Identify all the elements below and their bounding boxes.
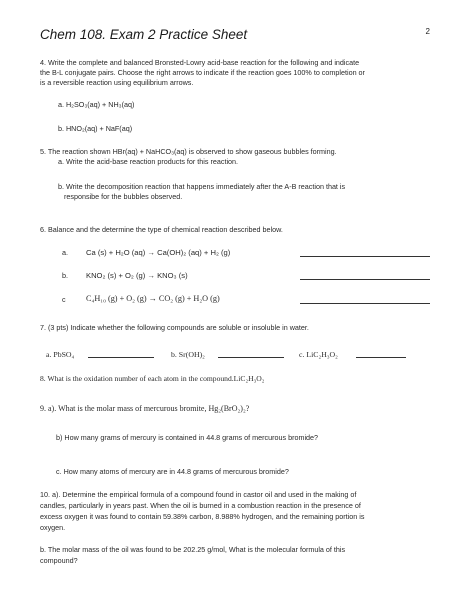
q4-part-a: a. H₂SO₃(aq) + NH₃(aq) — [58, 100, 135, 109]
q6-b-equation: KNO₂ (s) + O₂ (g) → KNO₃ (s) — [86, 271, 188, 280]
q7-a-answer-line[interactable] — [88, 357, 154, 358]
q5-part-a: a. Write the acid-base reaction products for this reaction. — [58, 157, 239, 166]
q4-prompt-line1: 4. Write the complete and balanced Bronsted-Lowry acid-base reaction for the following and indicate — [40, 58, 360, 67]
q6-a-answer-line[interactable] — [300, 256, 430, 257]
q6-c-label: c — [62, 295, 66, 304]
q6-c-answer-line[interactable] — [300, 303, 430, 304]
q7-prompt: 7. (3 pts) Indicate whether the following compounds are soluble or insoluble in water. — [40, 323, 309, 332]
q6-c-equation: C₄H₁₀ (g) + O₂ (g) → CO₂ (g) + H₂O (g) — [86, 294, 220, 303]
q6-b-answer-line[interactable] — [300, 279, 430, 280]
q6-a-label: a. — [62, 248, 68, 257]
q10-part-a-line1: 10. a). Determine the empirical formula of a compound found in castor oil and used in the making of — [40, 490, 357, 499]
q8-prompt: 8. What is the oxidation number of each atom in the compound.LiC₂H₃O₂ — [40, 374, 265, 383]
q7-part-c: c. LiC₂H₃O₂ — [299, 350, 338, 359]
q10-part-b-line2: compound? — [40, 556, 78, 565]
q7-c-answer-line[interactable] — [356, 357, 406, 358]
q10-part-a-line3: excess oxygen it was found to contain 59.38% carbon, 8.988% hydrogen, and the remaining portion is — [40, 512, 365, 521]
page-number: 2 — [425, 27, 430, 36]
page-title: Chem 108. Exam 2 Practice Sheet — [40, 27, 248, 42]
q10-part-b-line1: b. The molar mass of the oil was found to be 202.25 g/mol, What is the molecular formula of this — [40, 545, 346, 554]
q9-part-a: 9. a). What is the molar mass of mercurous bromite, Hg₂(BrO₂)₂? — [40, 404, 250, 413]
q6-a-equation: Ca (s) + H₂O (aq) → Ca(OH)₂ (aq) + H₂ (g) — [86, 248, 231, 257]
q10-part-a-line4: oxygen. — [40, 523, 66, 532]
q4-prompt-line3: is a reversible reaction using equilibrium arrows. — [40, 78, 194, 87]
q6-prompt: 6. Balance and the determine the type of chemical reaction described below. — [40, 225, 283, 234]
q10-part-a-line2: candles, particularly in years past. When the oil is burned in a combustion reaction in the presence of — [40, 501, 361, 510]
q5-prompt: 5. The reaction shown HBr(aq) + NaHCO₃(aq) is observed to show gaseous bubbles forming. — [40, 147, 337, 156]
q7-b-answer-line[interactable] — [218, 357, 284, 358]
q9-part-c: c. How many atoms of mercury are in 44.8 grams of mercurous bromide? — [56, 467, 289, 476]
q4-part-b: b. HNO₂(aq) + NaF(aq) — [58, 124, 133, 133]
q4-prompt-line2: the B-L conjugate pairs. Choose the right arrows to indicate if the reaction goes 100% to completion or — [40, 68, 365, 77]
q5-part-b-line1: b. Write the decomposition reaction that happens immediately after the A-B reaction that is — [58, 182, 346, 191]
q5-part-b-line2: responsibe for the bubbles observed. — [64, 192, 183, 201]
q7-part-a: a. PbSO₄ — [46, 350, 75, 359]
q6-b-label: b. — [62, 271, 68, 280]
q7-part-b: b. Sr(OH)₂ — [171, 350, 205, 359]
q9-part-b: b) How many grams of mercury is contained in 44.8 grams of mercurous bromide? — [56, 433, 319, 442]
